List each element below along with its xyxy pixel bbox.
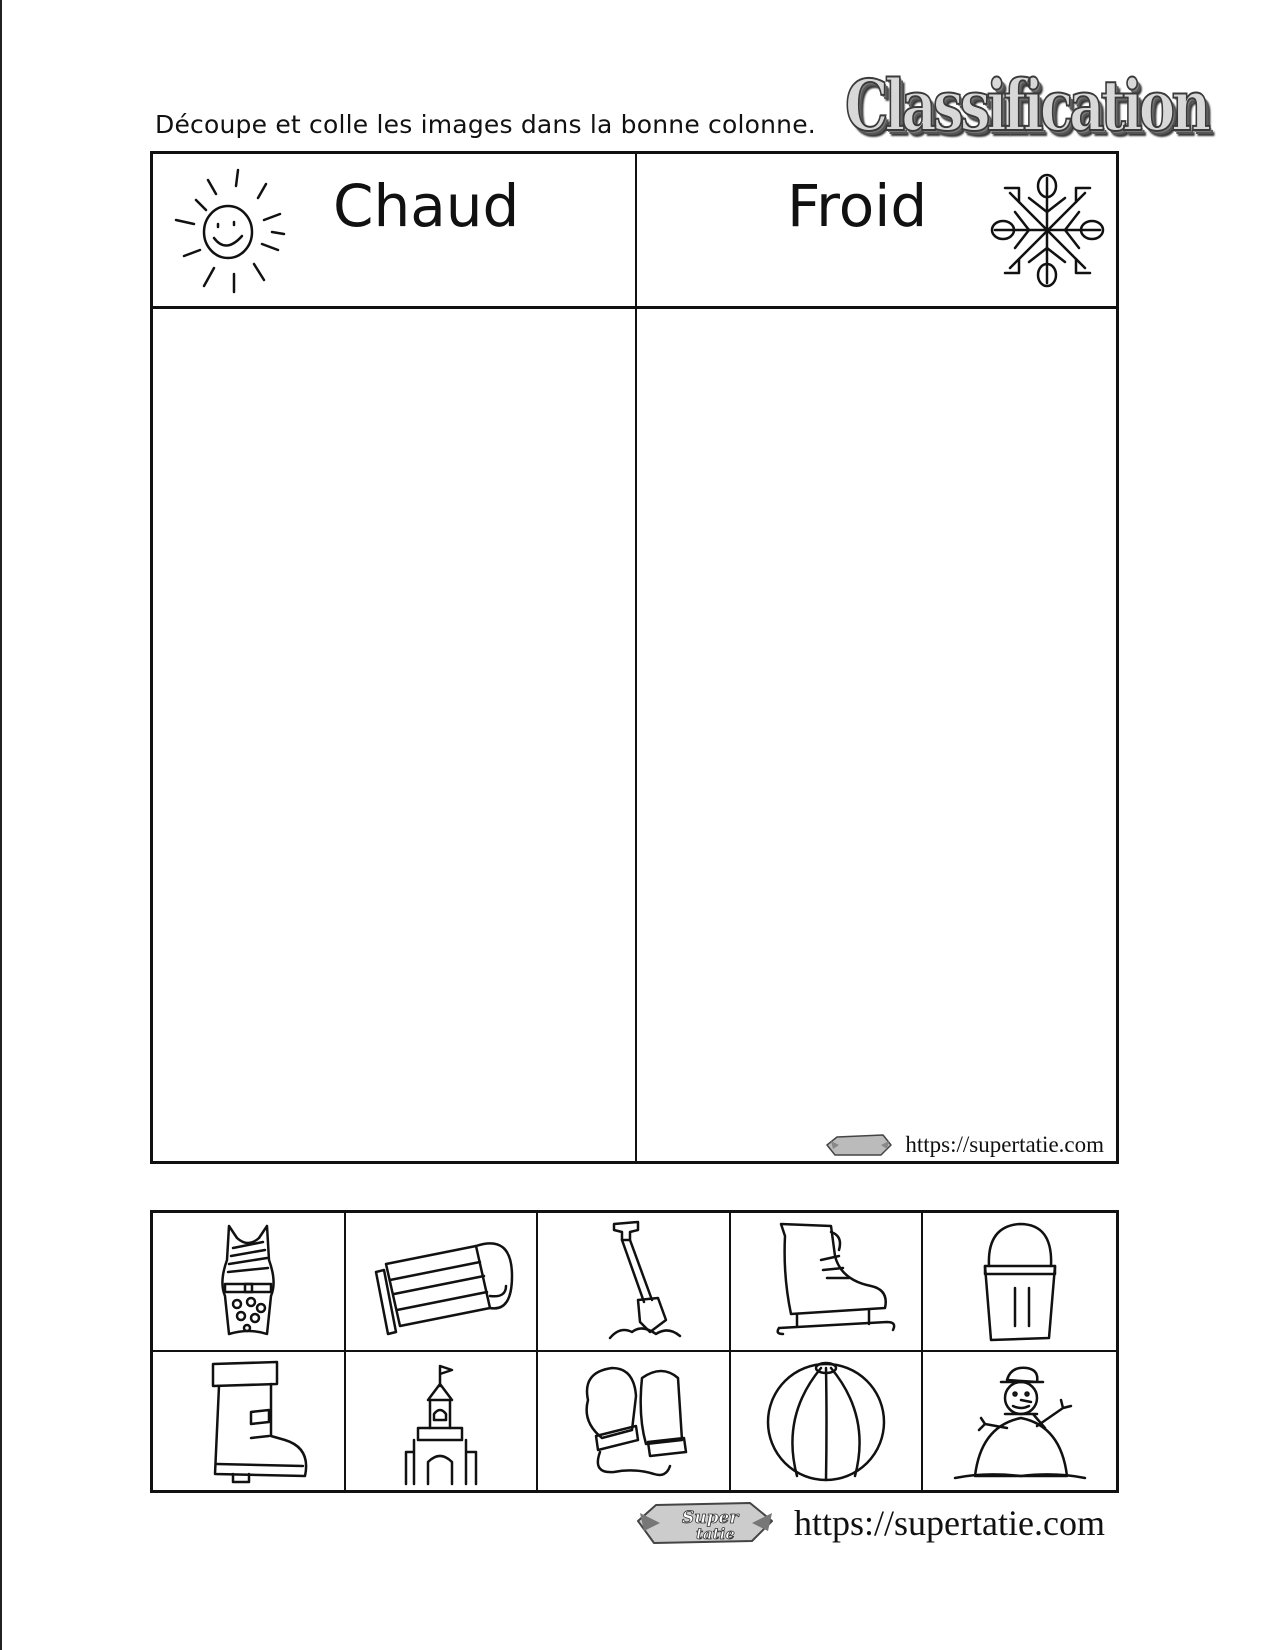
mittens-icon [558, 1356, 708, 1486]
hot-column-label: Chaud [333, 172, 520, 240]
cutout-cell-shovel[interactable] [538, 1213, 731, 1352]
sandcastle-icon [366, 1356, 516, 1486]
cutout-cell-sled[interactable] [346, 1213, 539, 1352]
logo-line2: tatie [696, 1525, 735, 1543]
page-edge [0, 0, 2, 1650]
cutout-cell-snowman[interactable] [923, 1352, 1116, 1491]
header-divider [153, 306, 1116, 309]
footer [630, 1495, 1105, 1551]
cutout-cell-beach-ball[interactable] [731, 1352, 924, 1491]
snowflake-icon [985, 168, 1110, 293]
page-title: Classification [845, 64, 1208, 147]
boot-icon [173, 1356, 323, 1486]
shovel-icon [558, 1216, 708, 1346]
cutout-cell-ice-skate[interactable] [731, 1213, 924, 1352]
supertatie-logo [630, 1495, 780, 1551]
instruction-text: Découpe et colle les images dans la bonne colonne. [155, 110, 816, 139]
logo-line1: Super [682, 1508, 739, 1528]
column-header-cold [637, 154, 1116, 306]
cutout-cell-mittens[interactable] [538, 1352, 731, 1491]
cutout-cell-bucket[interactable] [923, 1213, 1116, 1352]
footer-url[interactable]: https://supertatie.com [794, 1503, 1105, 1543]
credit [823, 1131, 1104, 1159]
sorting-table [150, 151, 1119, 1164]
swimsuit-icon [173, 1216, 323, 1346]
sled-icon [366, 1216, 516, 1346]
sun-icon [168, 160, 298, 300]
snowman-icon [945, 1356, 1095, 1486]
cold-column-label: Froid [787, 172, 928, 240]
bucket-icon [945, 1216, 1095, 1346]
supertatie-logo-small [823, 1131, 895, 1159]
beach-ball-icon [751, 1356, 901, 1486]
column-header-hot [153, 154, 635, 306]
cutout-grid [150, 1210, 1119, 1493]
cutout-cell-sandcastle[interactable] [346, 1352, 539, 1491]
credit-url[interactable]: https://supertatie.com [905, 1132, 1104, 1157]
ice-skate-icon [751, 1216, 901, 1346]
cutout-cell-swimsuit[interactable] [153, 1213, 346, 1352]
cutout-cell-boot[interactable] [153, 1352, 346, 1491]
